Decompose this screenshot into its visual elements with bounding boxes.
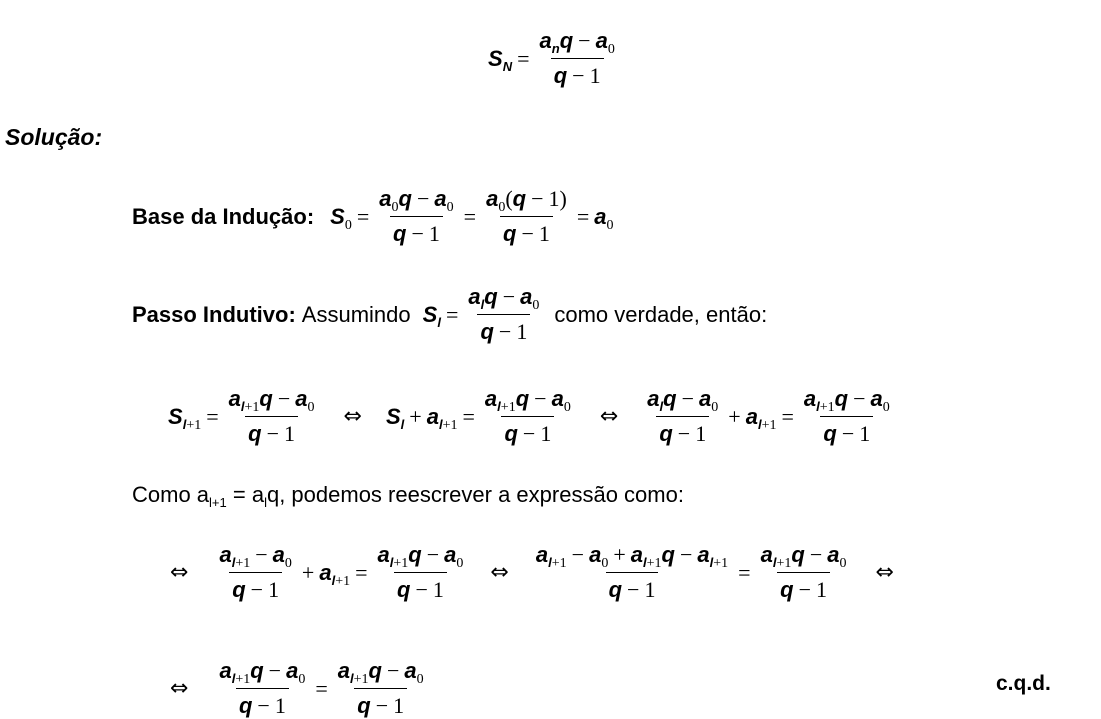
equivalence-line-1: $S_{l+1}$ = $\frac{a_{l+1}q - a_0}{q - 1}$ ⇔ $S_l$ + $a_{l+1}$ = $\frac{a_{l+1}q - a_0}{q - 1}$ ⇔ $\frac{a_lq - a_0}{q - 1}$ + $a_{l+1}$ = $\frac{a_{l+1}q - a_0}{q - 1}$ <box>168 386 890 446</box>
base-case-label: Base da Indução: <box>132 203 315 229</box>
solution-heading: Solução: <box>5 124 103 150</box>
inductive-step-label: Passo Indutivo: <box>132 301 296 327</box>
equivalence-line-2: ⇔ $\frac{a_{l+1} - a_0}{q - 1}$ + $a_{l+1}$ = $\frac{a_{l+1}q - a_0}{q - 1}$ ⇔ $\frac{a_{l+1} - a_0 + a_{l+1}q - a_{l+1}}{q - 1}$ = $\frac{a_{l+1}q - a_0}{q - 1}$ ⇔ <box>170 542 894 602</box>
base-case-line: Base da Indução: $S_0$ = $\frac{a_0q - a_0}{q - 1}$ = $\frac{a_0(q - 1)}{q - 1}$ = $a_0$ <box>132 186 614 246</box>
as-true-text: como verdade, então: <box>554 301 768 327</box>
rewrite-note: Como $a_{l+1} = a_lq$, podemos reescrever a expressão como: <box>132 482 684 510</box>
qed-mark: c.q.d. <box>996 672 1051 695</box>
sum-formula: $S_N$ = $\frac{a_nq - a_0}{q - 1}$ <box>488 28 615 88</box>
assuming-text: Assumindo <box>301 301 411 327</box>
inductive-step-line: Passo Indutivo: Assumindo $S_l$ = $\frac{a_lq - a_0}{q - 1}$ como verdade, então: <box>132 284 768 344</box>
equivalence-line-3: ⇔ $\frac{a_{l+1}q - a_0}{q - 1}$ = $\frac{a_{l+1}q - a_0}{q - 1}$ <box>170 658 424 718</box>
